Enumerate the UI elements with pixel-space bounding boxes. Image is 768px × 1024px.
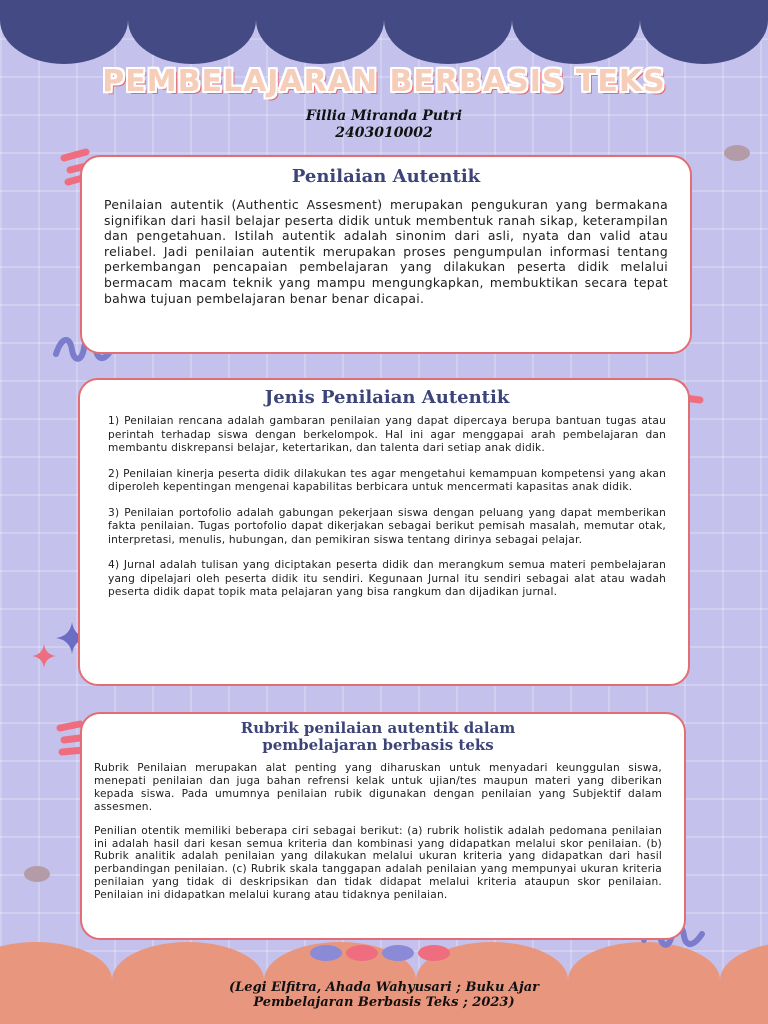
author-block xyxy=(0,108,768,142)
section-paragraph: Penilian otentik memiliki beberapa ciri sebagai berikut: (a) rubrik holistik adalah pedomana penilaian ini adalah hasil dari kesan semua kriteria dan kombinasi yang didapatkan melalui skor penilaian. (b) Rubrik analitik adalah penilaian yang dilakukan melalui ukuran kriteria yang didapatkan dari hasil perbandingan penilaian. (c) Rubrik skala tanggapan adalah penilaian yang mempunyai ukuran kriteria penilaian yang tidak di deskripsikan dan tidak didapat melalui kriteria ataupun skor penilaian. Penilaian ini didapatkan melalui kurang atau tidaknya penilaian. xyxy=(94,824,662,902)
section-card-penilaian-autentik xyxy=(80,155,692,354)
section-paragraph: Rubrik Penilaian merupakan alat penting yang diharuskan untuk menyadari keunggulan siswa, menepati penilaian dan juga bahan refrensi kelak untuk ujian/tes maupun materi yang diberikan kepada siswa. Pada umumnya penilaian rubik digunakan dengan penilaian yang Subjektif dalam assesmen. xyxy=(94,762,662,813)
section-heading xyxy=(94,720,662,754)
author-name: Fillia Miranda Putri xyxy=(305,108,463,124)
section-heading: Penilaian Autentik xyxy=(291,166,481,187)
section-card-rubrik xyxy=(80,712,686,940)
section-heading-line: pembelajaran berbasis teks xyxy=(262,736,494,754)
dots-row-icon xyxy=(306,942,452,964)
section-card-jenis-penilaian xyxy=(78,378,690,686)
author-id: 2403010002 xyxy=(335,125,433,141)
list-item: 1) Penilaian rencana adalah gambaran penilaian yang dapat dipercaya berupa bantuan tugas atau perintah terhadap siswa dengan berkelompok. Hal ini agar menggapai arah pembelajaran dan membantu diskrepansi belajar, ketertarikan, dan talenta dari setiap anak didik. xyxy=(108,415,666,454)
mauve-dot-icon xyxy=(722,142,752,164)
section-heading-line: Rubrik penilaian autentik dalam xyxy=(240,719,516,737)
top-scallop-border xyxy=(0,0,768,70)
citation-line: Pembelajaran Berbasis Teks ; 2023) xyxy=(253,995,515,1010)
list-item: 3) Penilaian portofolio adalah gabungan pekerjaan siswa dengan peluang yang dapat memberikan fakta penilaian. Tugas portofolio dapat dikerjakan sebagai berikut pemisah masalah, memutar otak, interpretasi, menulis, hubungan, dan pemikiran siswa tentang dirinya sebagai pelajar. xyxy=(108,506,666,546)
citation xyxy=(0,980,768,1010)
list-item: 4) Jurnal adalah tulisan yang diciptakan peserta didik dan merangkum semua materi pembelajaran yang dipelajari oleh peserta didik itu sendiri. Kegunaan Jurnal itu sendiri sebagai alat atau wadah peserta didik dapat topik mata pelajaran yang bisa rangkum dan dijadikan jurnal. xyxy=(108,559,666,598)
section-heading: Jenis Penilaian Autentik xyxy=(264,387,510,408)
section-paragraph: Penilaian autentik (Authentic Assesment) merupakan pengukuran yang bermakana signifikan dari hasil belajar peserta didik untuk membentuk ranah sikap, keterampilan dan pengetahuan. Istilah autentik adalah sinonim dari asli, nyata dan valid atau reliabel. Jadi penilaian autentik merupakan proses pengumpulan informasi tentang perkembangan pencapaian pembelajaran yang dilakukan peserta didik melalui bermacam macam teknik yang mampu mengungkapkan, membuktikan secara tepat bahwa tujuan pembelajaran benar benar dicapai. xyxy=(104,197,668,306)
page-title: PEMBELAJARAN BERBASIS TEKS xyxy=(102,64,666,99)
mauve-dot-icon xyxy=(22,864,52,884)
citation-line: (Legi Elfitra, Ahada Wahyusari ; Buku Ajar xyxy=(229,980,539,995)
pink-star-icon xyxy=(30,642,58,670)
list-item: 2) Penilaian kinerja peserta didik dilakukan tes agar mengetahui kemampuan kompetensi yang akan diperoleh kepentingan mengenai kapabilitas berbicara untuk mencermati kapasitas anak didik. xyxy=(108,467,666,493)
